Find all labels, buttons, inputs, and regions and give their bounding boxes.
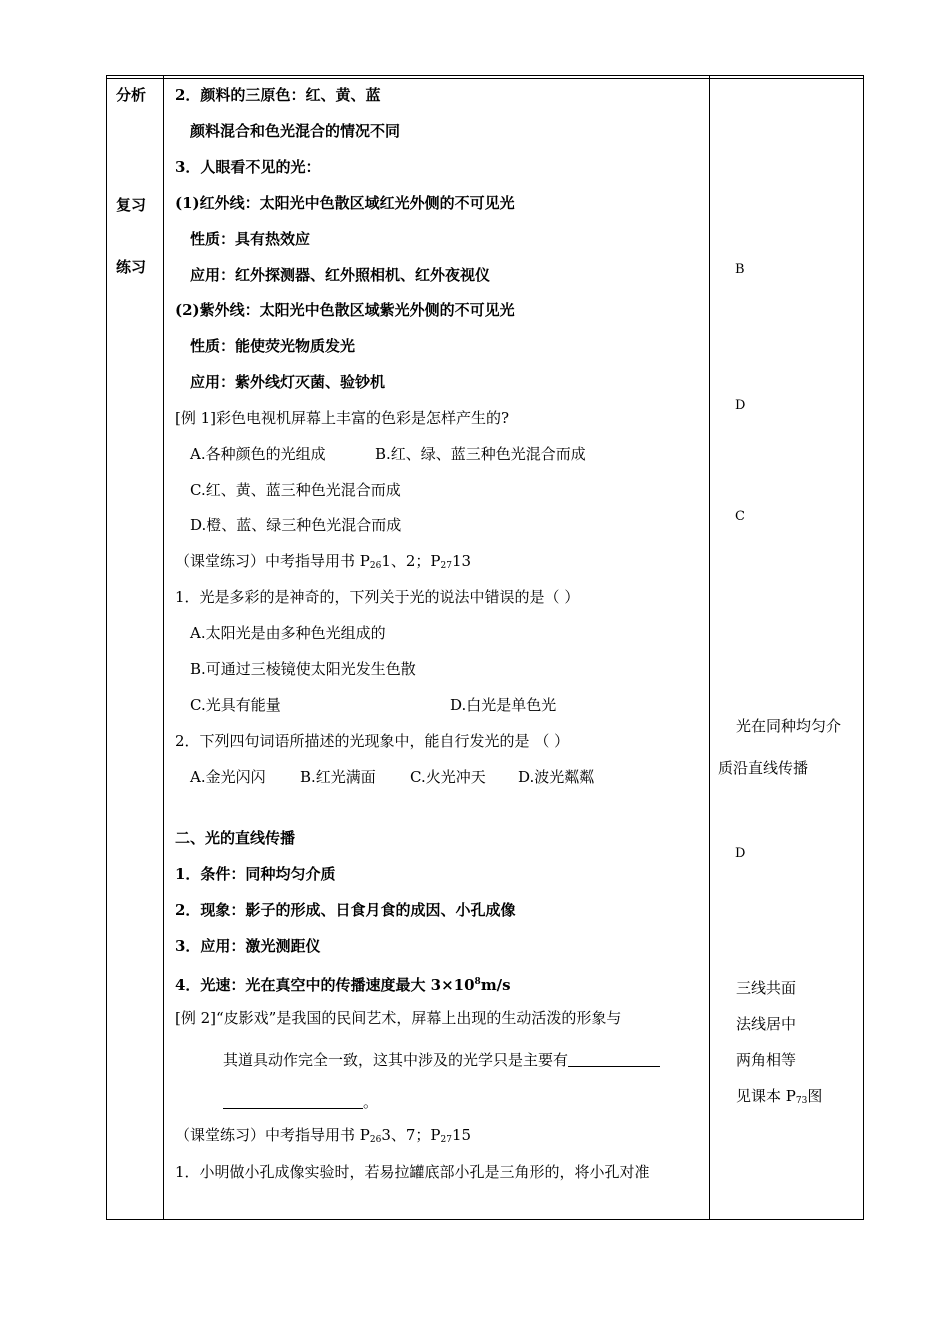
- note-straight-line-1: 光在同种均匀介: [736, 717, 842, 735]
- section2-title: 二、光的直线传播: [175, 829, 296, 847]
- example1-option-a: A.各种颜色的光组成: [190, 445, 326, 463]
- example2-question-line1: [例 2]“皮影戏”是我国的民间艺术，屏幕上出现的生动活泼的形象与: [175, 1009, 622, 1027]
- propagation-condition: 1．条件：同种均匀介质: [175, 865, 336, 883]
- note-reflection-3: 两角相等: [736, 1051, 797, 1069]
- answer-d-2: D: [735, 846, 746, 861]
- left-label-analysis: 分析: [116, 86, 147, 104]
- ultraviolet-definition: (2)紫外线：太阳光中色散区域紫光外侧的不可见光: [175, 301, 515, 319]
- question1-option-c: C.光具有能量: [190, 696, 281, 714]
- answer-d: D: [735, 398, 746, 413]
- note-reflection-1: 三线共面: [736, 979, 797, 997]
- question3: 1．小明做小孔成像实验时，若易拉罐底部小孔是三角形的，将小孔对准: [175, 1163, 650, 1181]
- left-label-practice: 练习: [116, 258, 147, 276]
- infrared-property: 性质：具有热效应: [190, 230, 311, 248]
- question1-option-a: A.太阳光是由多种色光组成的: [190, 624, 386, 642]
- question1: 1．光是多彩的是神奇的，下列关于光的说法中错误的是（ ）: [175, 588, 580, 606]
- propagation-phenomena: 2．现象：影子的形成、日食月食的成因、小孔成像: [175, 901, 516, 919]
- table-top-rule: [106, 78, 863, 79]
- question2-option-d: D.波光粼粼: [518, 768, 595, 786]
- question2-option-a: A.金光闪闪: [190, 768, 266, 786]
- practice-reference-2: （课堂练习）中考指导用书 $P_{26}3$、7；$P_{27}15$: [175, 1126, 472, 1145]
- infrared-definition: (1)红外线：太阳光中色散区域红光外侧的不可见光: [175, 194, 515, 212]
- left-label-review: 复习: [116, 196, 147, 214]
- note-reflection-4: 见课本 $P_{73}$图: [736, 1087, 823, 1106]
- answer-b: B: [735, 262, 745, 277]
- invisible-light-title: 3．人眼看不见的光：: [175, 158, 321, 176]
- question2-option-c: C.火光冲天: [410, 768, 486, 786]
- note-straight-line-2: 质沿直线传播: [718, 759, 809, 777]
- answer-c: C: [735, 509, 745, 524]
- pigment-primary-colors: 2．颜料的三原色：红、黄、蓝: [175, 86, 381, 104]
- column-divider-right: [709, 75, 710, 1219]
- question1-option-b: B.可通过三棱镜使太阳光发生色散: [190, 660, 416, 678]
- column-divider-left: [163, 75, 164, 1219]
- answer-blank-1[interactable]: [568, 1052, 660, 1067]
- pigment-note: 颜料混合和色光混合的情况不同: [190, 122, 401, 140]
- example1-option-b: B.红、绿、蓝三种色光混合而成: [375, 445, 586, 463]
- question2: 2．下列四句词语所描述的光现象中，能自行发光的是 （ ）: [175, 732, 570, 750]
- propagation-application: 3．应用：激光测距仪: [175, 937, 321, 955]
- practice-reference-1: （课堂练习）中考指导用书 $P_{26}1$、2；$P_{27}13$: [175, 552, 472, 571]
- question2-option-b: B.红光满面: [300, 768, 376, 786]
- example2-question-line2: 其道具动作完全一致，这其中涉及的光学只是主要有: [223, 1051, 660, 1069]
- answer-blank-2[interactable]: [223, 1094, 363, 1109]
- example1-question: [例 1]彩色电视机屏幕上丰富的色彩是怎样产生的?: [175, 409, 510, 427]
- example1-option-d: D.橙、蓝、绿三种色光混合而成: [190, 516, 402, 534]
- ultraviolet-application: 应用：紫外线灯灭菌、验钞机: [190, 373, 386, 391]
- ultraviolet-property: 性质：能使荧光物质发光: [190, 337, 356, 355]
- question1-option-d: D.白光是单色光: [450, 696, 557, 714]
- example1-option-c: C.红、黄、蓝三种色光混合而成: [190, 481, 401, 499]
- infrared-application: 应用：红外探测器、红外照相机、红外夜视仪: [190, 266, 491, 284]
- example2-question-line3: 。: [223, 1093, 378, 1111]
- speed-of-light: 4．光速：光在真空中的传播速度最大 $3\times 10^8m/s$: [175, 976, 511, 994]
- note-reflection-2: 法线居中: [736, 1015, 797, 1033]
